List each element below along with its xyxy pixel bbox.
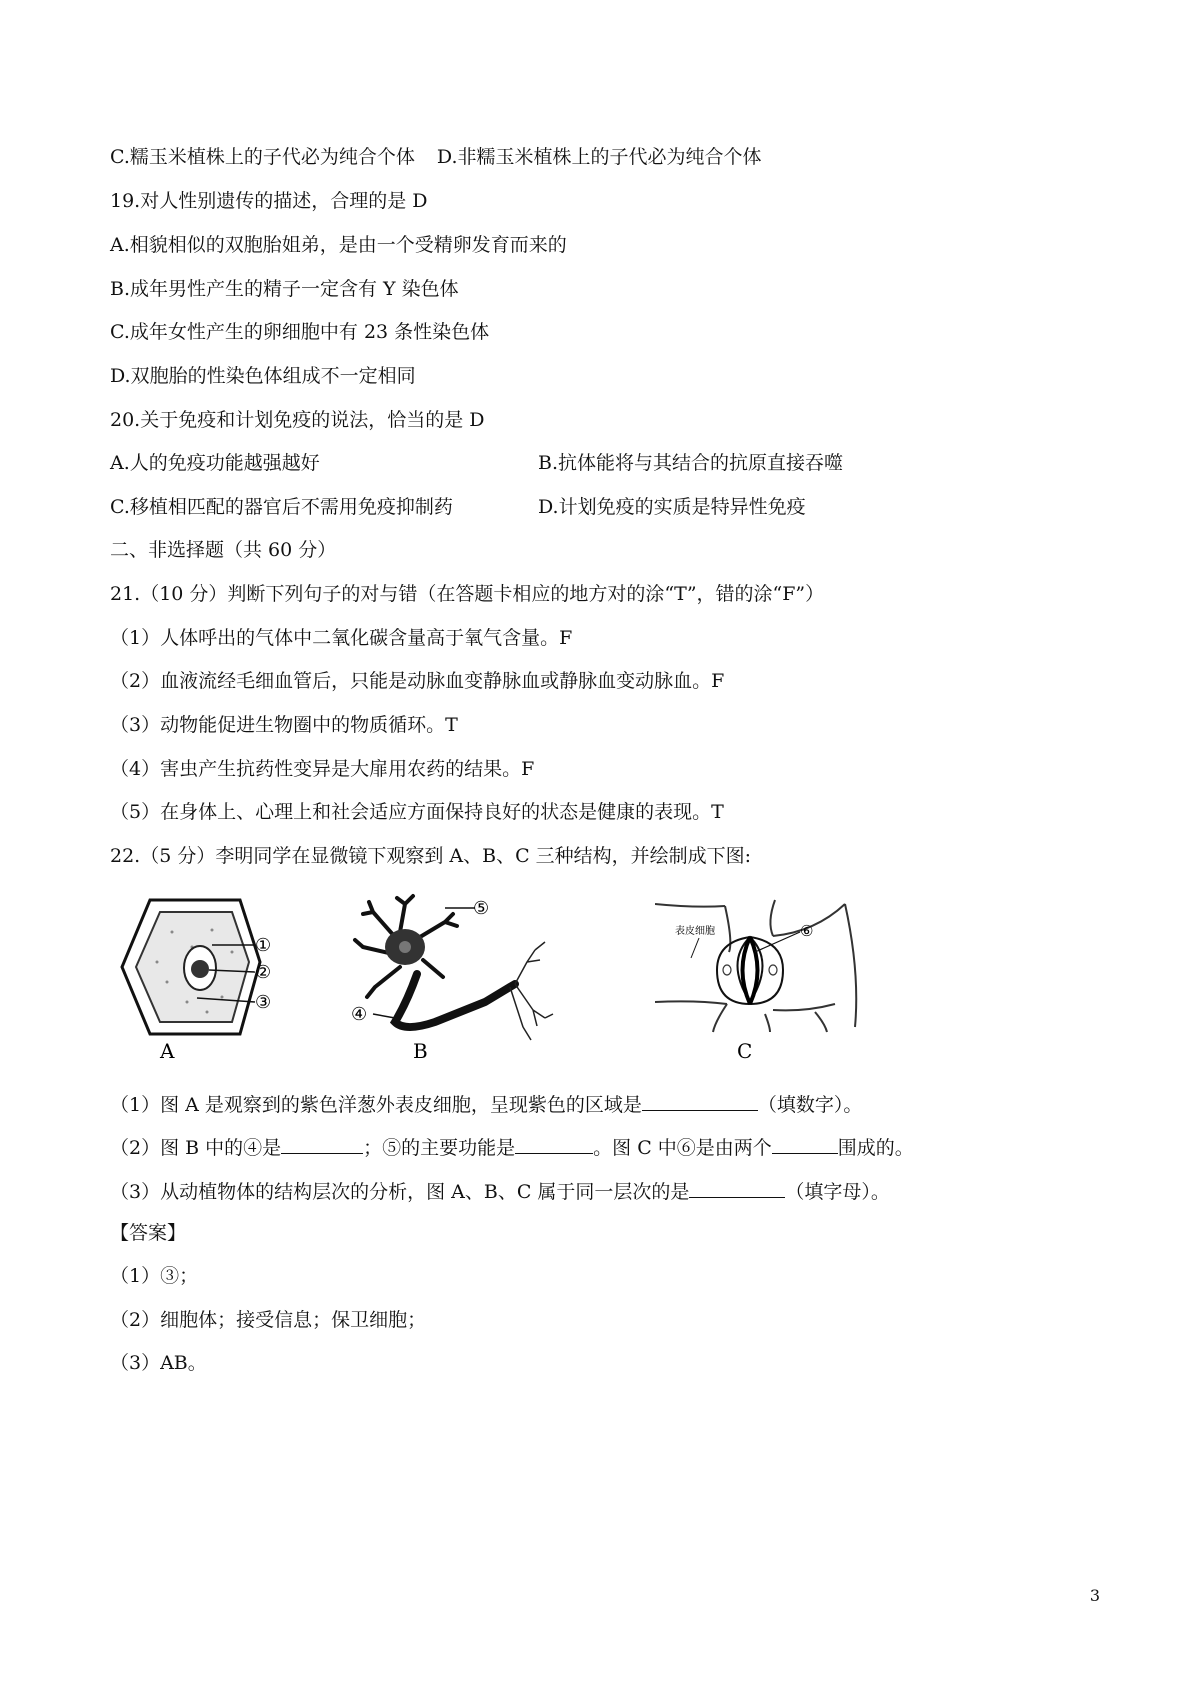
q22-subquestion-1 [110, 1090, 862, 1117]
q19-option-d: D.双胞胎的性染色体组成不一定相同 [110, 365, 416, 387]
q21-item-2: （2）血液流经毛细血管后，只能是动脉血变静脉血或静脉血变动脉血。F [110, 670, 725, 692]
q18-option-c: C.糯玉米植株上的子代必为纯合个体 [110, 146, 415, 168]
q22-2-blank-2[interactable] [515, 1133, 593, 1154]
figure-b-neuron [345, 892, 560, 1064]
answer-2: （2）细胞体；接受信息；保卫细胞； [110, 1309, 427, 1331]
figure-a-label: A [160, 1039, 175, 1062]
q22-1-suffix: （填数字）。 [757, 1094, 863, 1116]
figure-b-marker-4: ④ [351, 1004, 368, 1025]
q22-2-text-b: ；⑤的主要功能是 [363, 1137, 516, 1159]
q22-3-text: （3）从动植物体的结构层次的分析，图 A、B、C 属于同一层次的是 [110, 1181, 690, 1203]
q22-3-suffix: （填字母）。 [785, 1181, 890, 1203]
q22-2-text-d: 围成的。 [837, 1137, 914, 1159]
q20-option-d: D.计划免疫的实质是特异性免疫 [538, 496, 806, 518]
q20-options-cd [110, 495, 806, 519]
figure-b-label: B [413, 1039, 428, 1063]
figure-c-marker-6: ⑥ [800, 922, 814, 940]
q20-option-c: C.移植相匹配的器官后不需用免疫抑制药 [110, 496, 453, 518]
section-2-heading: 二、非选择题（共 60 分） [110, 539, 337, 561]
figure-a-marker-2: ② [255, 962, 272, 983]
figure-c-stomata [655, 892, 875, 1064]
q22-1-blank[interactable] [642, 1090, 758, 1111]
q22-subquestion-2 [110, 1133, 914, 1160]
q18-option-d: D.非糯玉米植株上的子代必为纯合个体 [436, 146, 762, 168]
q21-item-3: （3）动物能促进生物圈中的物质循环。T [110, 714, 458, 736]
q19-option-b: B.成年男性产生的精子一定含有 Y 染色体 [110, 278, 459, 300]
page-number: 3 [1089, 1586, 1100, 1605]
q22-2-text-c: 。图 C 中⑥是由两个 [593, 1137, 772, 1159]
q22-2-blank-3[interactable] [772, 1133, 838, 1154]
figure-c-label: C [737, 1039, 753, 1063]
answer-heading: 【答案】 [110, 1222, 187, 1244]
q19-option-a: A.相貌相似的双胞胎姐弟，是由一个受精卵发育而来的 [110, 234, 567, 256]
answer-3: （3）AB。 [110, 1352, 207, 1374]
q20-stem: 20.关于免疫和计划免疫的说法，恰当的是 D [110, 409, 485, 431]
figure-a-plant-cell [112, 892, 302, 1062]
q19-option-c: C.成年女性产生的卵细胞中有 23 条性染色体 [110, 321, 490, 343]
answer-1: （1）③； [110, 1265, 199, 1287]
line-q18-cd [110, 145, 762, 169]
figure-b-marker-5: ⑤ [473, 898, 490, 919]
q22-subquestion-3 [110, 1177, 890, 1204]
q21-item-4: （4）害虫产生抗药性变异是大扉用农药的结果。F [110, 758, 535, 780]
q21-item-1: （1）人体呼出的气体中二氧化碳含量高于氧气含量。F [110, 627, 573, 649]
q19-stem: 19.对人性别遗传的描述，合理的是 D [110, 190, 428, 212]
figure-a-marker-3: ③ [255, 992, 272, 1013]
q20-option-b: B.抗体能将与其结合的抗原直接吞噬 [538, 452, 844, 474]
figure-a-marker-1: ① [255, 935, 272, 956]
q22-stem: 22.（5 分）李明同学在显微镜下观察到 A、B、C 三种结构，并绘制成下图: [110, 845, 752, 867]
q22-3-blank[interactable] [689, 1177, 785, 1198]
q21-item-5: （5）在身体上、心理上和社会适应方面保持良好的状态是健康的表现。T [110, 801, 724, 823]
q21-stem: 21.（10 分）判断下列句子的对与错（在答题卡相应的地方对的涂“T”，错的涂“F”） [110, 583, 825, 605]
q20-option-a: A.人的免疫功能越强越好 [110, 452, 320, 474]
q22-1-text: （1）图 A 是观察到的紫色洋葱外表皮细胞，呈现紫色的区域是 [110, 1094, 642, 1116]
q22-2-text-a: （2）图 B 中的④是 [110, 1137, 282, 1159]
figure-c-epidermis-label: 表皮细胞 [675, 926, 715, 937]
q22-2-blank-1[interactable] [281, 1133, 363, 1154]
q20-options-ab [110, 451, 844, 475]
